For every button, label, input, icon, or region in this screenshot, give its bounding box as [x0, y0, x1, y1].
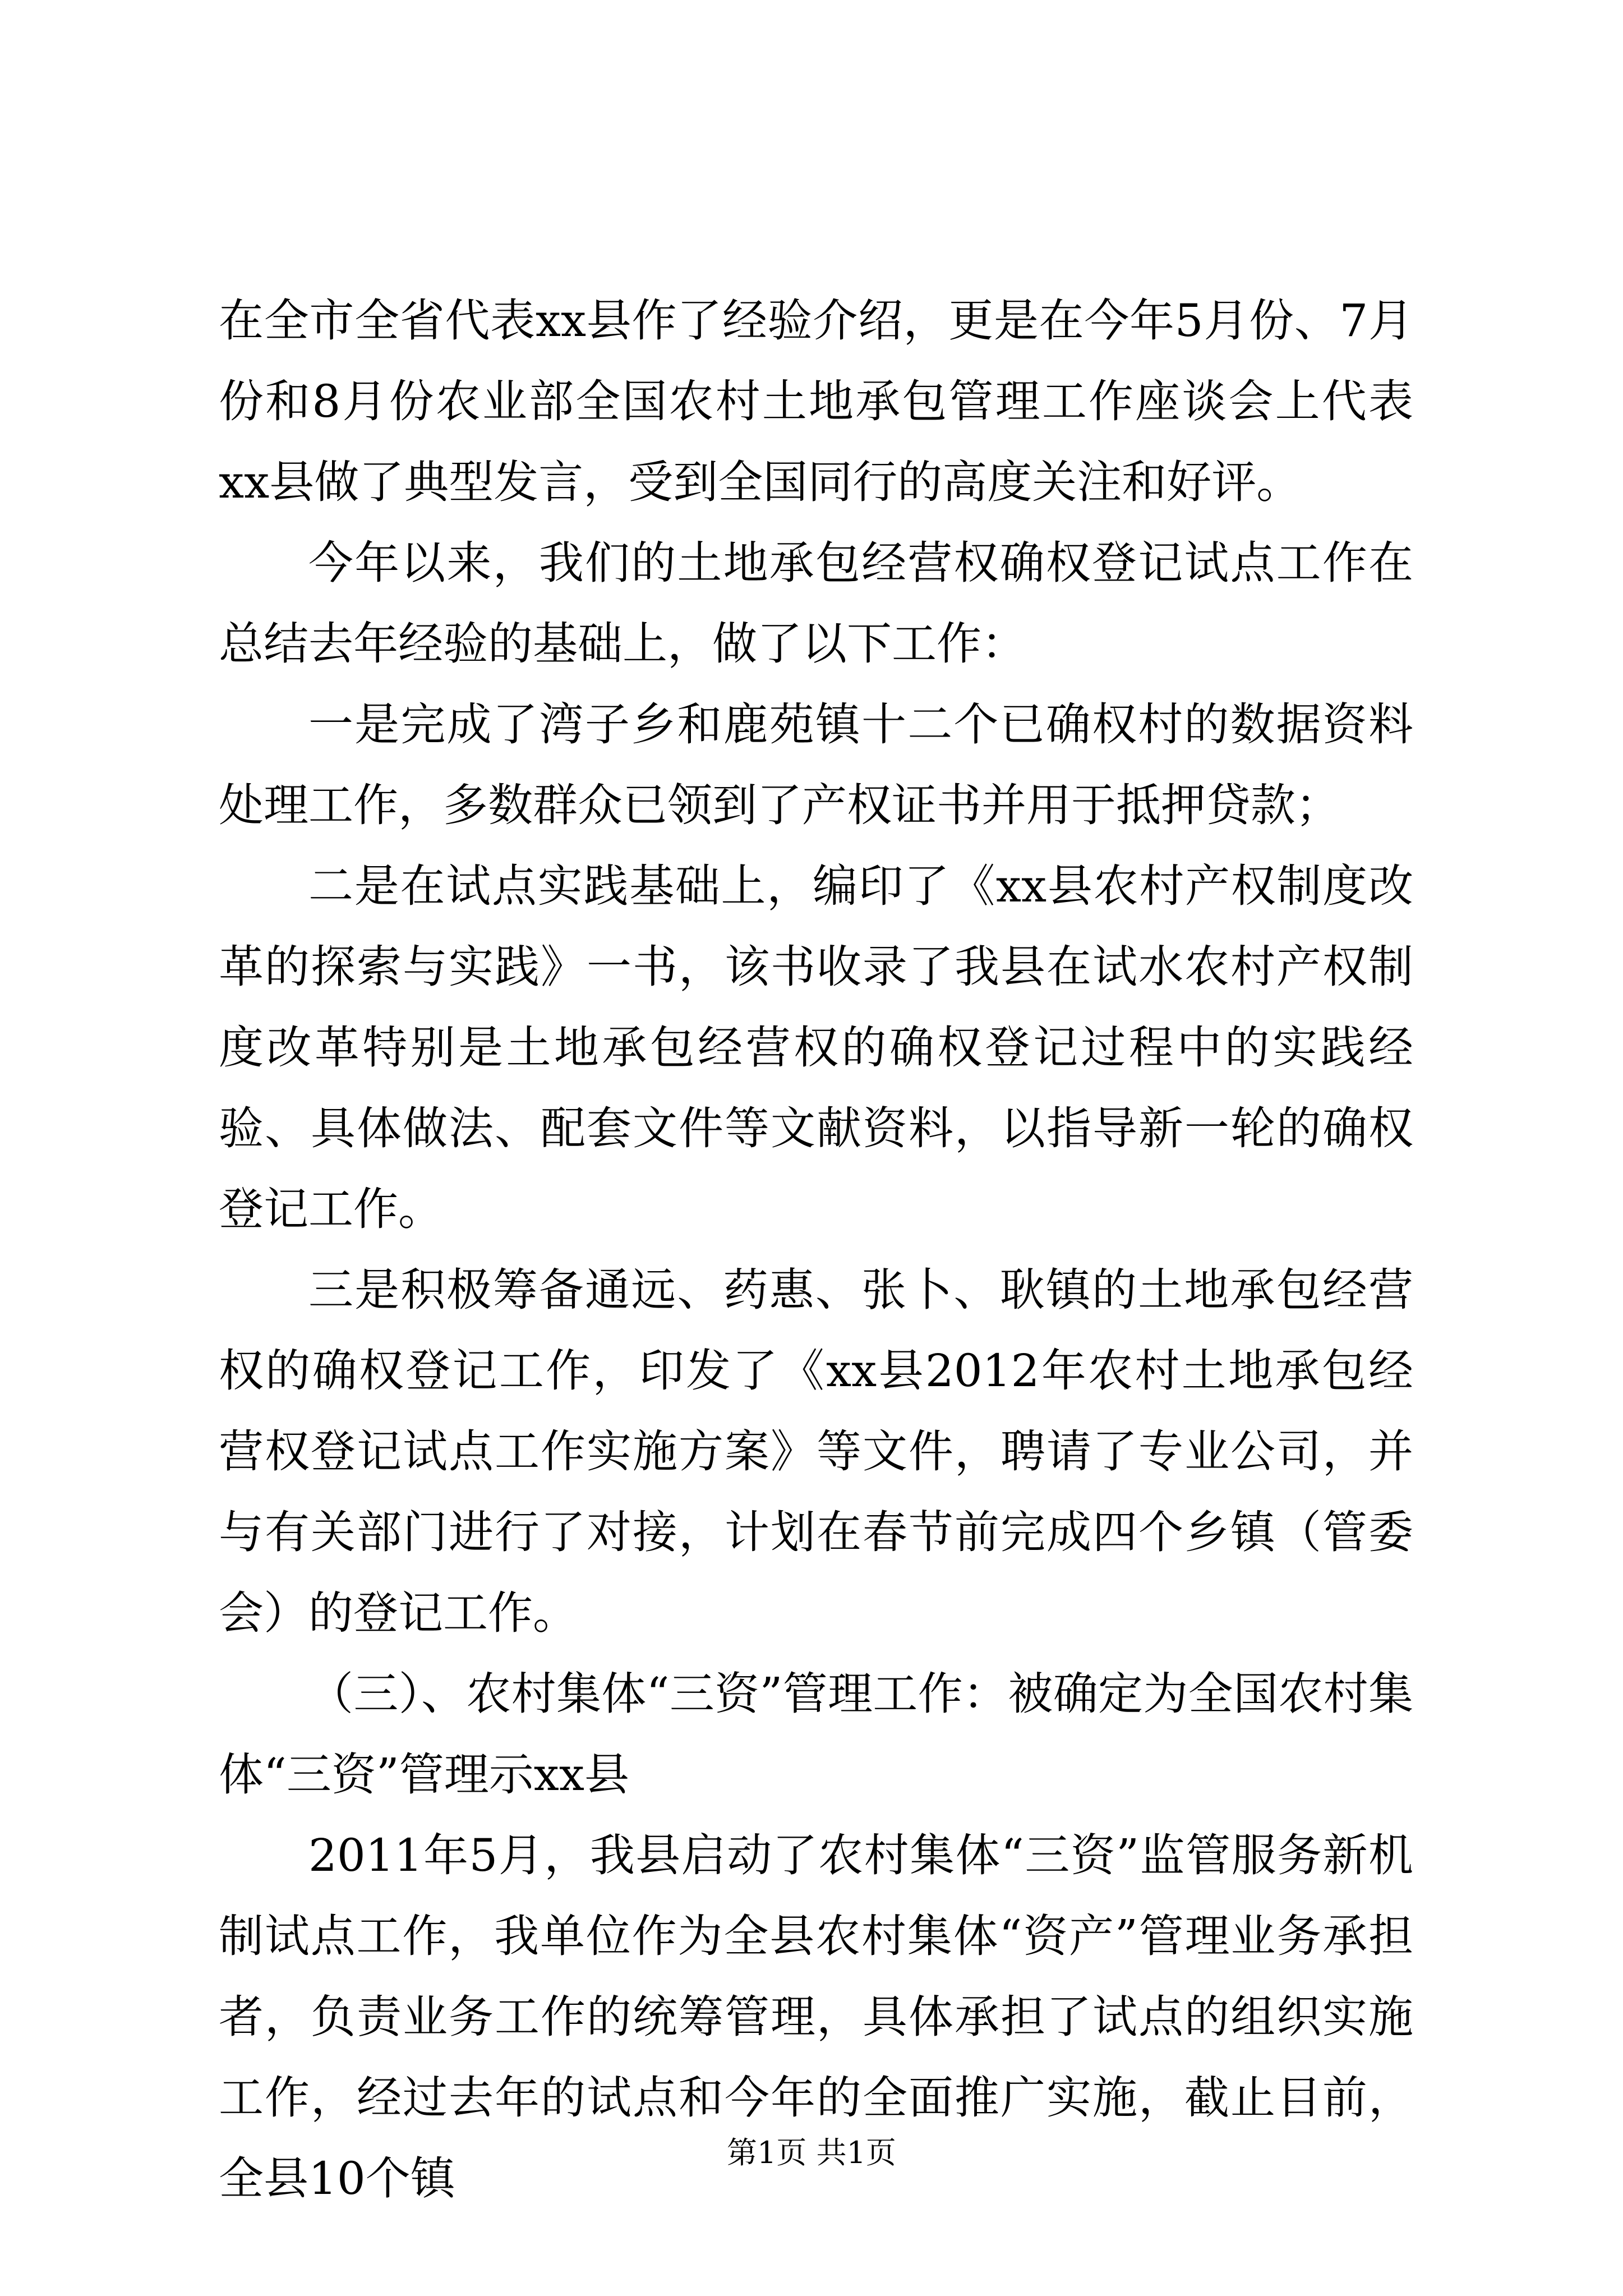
page-footer: 第1页 共1页: [727, 2135, 896, 2170]
document-body: [219, 280, 1413, 2219]
paragraph-item-one: 一是完成了湾子乡和鹿苑镇十二个已确权村的数据资料处理工作，多数群众已领到了产权证书并用于抵押贷款；: [219, 698, 1413, 831]
paragraph-2011: 2011年5月，我县启动了农村集体“三资”监管服务新机制试点工作，我单位作为全县农村集体“资产”管理业务承担者，负责业务工作的统筹管理，具体承担了试点的组织实施工作，经过去年的试点和今年的全面推广实施，截止目前，全县10个镇: [219, 1829, 1413, 2205]
section-heading-three: （三）、农村集体“三资”管理工作：被确定为全国农村集体“三资”管理示xx县: [219, 1668, 1413, 1801]
paragraph-intro: 今年以来，我们的土地承包经营权确权登记试点工作在总结去年经验的基础上，做了以下工作：: [219, 537, 1413, 670]
paragraph-item-three: 三是积极筹备通远、药惠、张卜、耿镇的土地承包经营权的确权登记工作，印发了《xx县2012年农村土地承包经营权登记试点工作实施方案》等文件，聘请了专业公司，并与有关部门进行了对接，计划在春节前完成四个乡镇（管委会）的登记工作。: [219, 1264, 1413, 1639]
paragraph-item-two: 二是在试点实践基础上，编印了《xx县农村产权制度改革的探索与实践》一书，该书收录了我县在试水农村产权制度改革特别是土地承包经营权的确权登记过程中的实践经验、具体做法、配套文件等文献资料，以指导新一轮的确权登记工作。: [219, 860, 1413, 1235]
paragraph-continuation: 在全市全省代表xx县作了经验介绍，更是在今年5月份、7月份和8月份农业部全国农村土地承包管理工作座谈会上代表xx县做了典型发言，受到全国同行的高度关注和好评。: [219, 295, 1413, 508]
